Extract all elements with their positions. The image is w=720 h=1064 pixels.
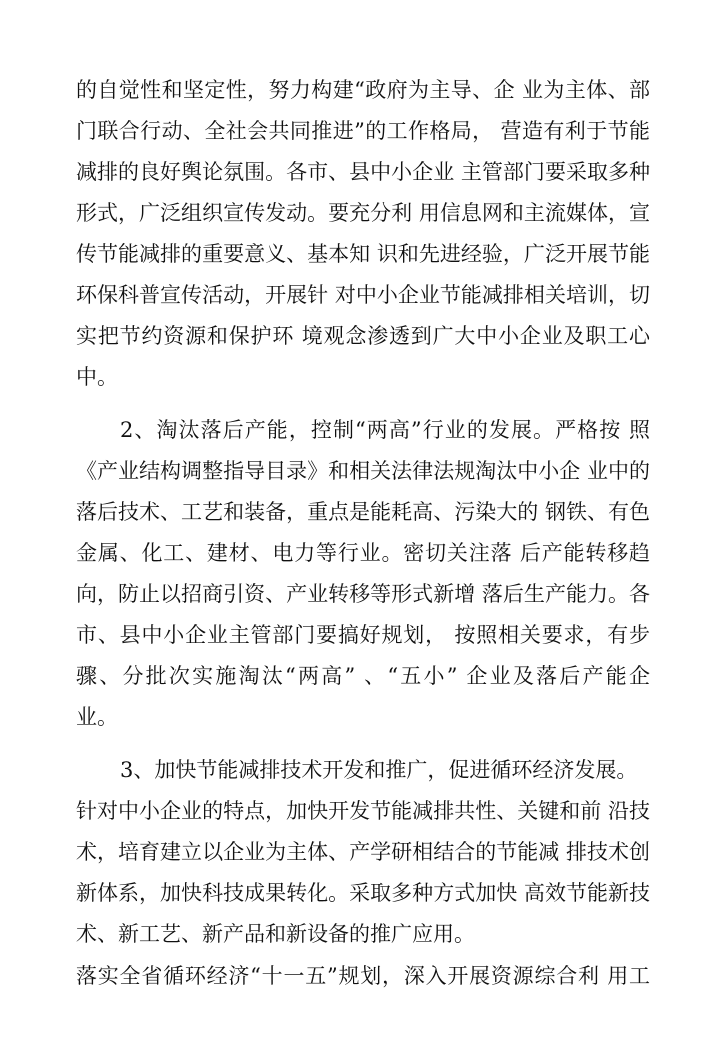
paragraph-3-heading-line: 3、加快节能减排技术开发和推广，促进循环经济发展。 [120,758,638,782]
text-line: 术，培育建立以企业为主体、产学研相结合的节能减 排技术创 [76,840,650,864]
text-line: 金属、化工、建材、电力等行业。密切关注落 后产能转移趋 [76,541,650,565]
text-line: 《产业结构调整指导目录》和相关法律法规淘汰中小企 业中的 [76,459,650,483]
text-line: 落后技术、工艺和装备，重点是能耗高、污染大的 钢铁、有色 [76,500,650,524]
text-line: 传节能减排的重要意义、基本知 识和先进经验，广泛开展节能 [76,242,650,266]
text-line: 落实全省循环经济“十一五”规划，深入开展资源综合利 用工 [76,964,650,988]
text-line: 的自觉性和坚定性，努力构建“政府为主导、企 业为主体、部 [76,78,650,102]
text-line: 市、县中小企业主管部门要搞好规划， 按照相关要求，有步 [76,623,650,647]
text-line: 新体系，加快科技成果转化。采取多种方式加快 高效节能新技 [76,881,650,905]
text-line: 骤、分批次实施淘汰“两高” 、“五小” 企业及落后产能企 [76,664,650,688]
text-line: 环保科普宣传活动，开展针 对中小企业节能减排相关培训，切 [76,283,650,307]
text-line: 形式，广泛组织宣传发动。要充分利 用信息网和主流媒体，宣 [76,201,650,225]
text-line: 业。 [76,705,118,729]
text-line: 向，防止以招商引资、产业转移等形式新增 落后生产能力。各 [76,582,650,606]
text-line: 实把节约资源和保护环 境观念渗透到广大中小企业及职工心 [76,324,650,348]
text-line: 中。 [76,365,118,389]
text-line: 减排的良好舆论氛围。各市、县中小企业 主管部门要采取多种 [76,160,650,184]
text-line: 术、新工艺、新产品和新设备的推广应用。 [76,922,475,946]
paragraph-2-heading-line: 2、淘汰落后产能，控制“两高”行业的发展。严格按 照 [120,418,650,442]
text-line: 针对中小企业的特点，加快开发节能减排共性、关键和前 沿技 [76,799,650,823]
text-line: 门联合行动、全社会共同推进”的工作格局， 营造有利于节能 [76,119,650,143]
